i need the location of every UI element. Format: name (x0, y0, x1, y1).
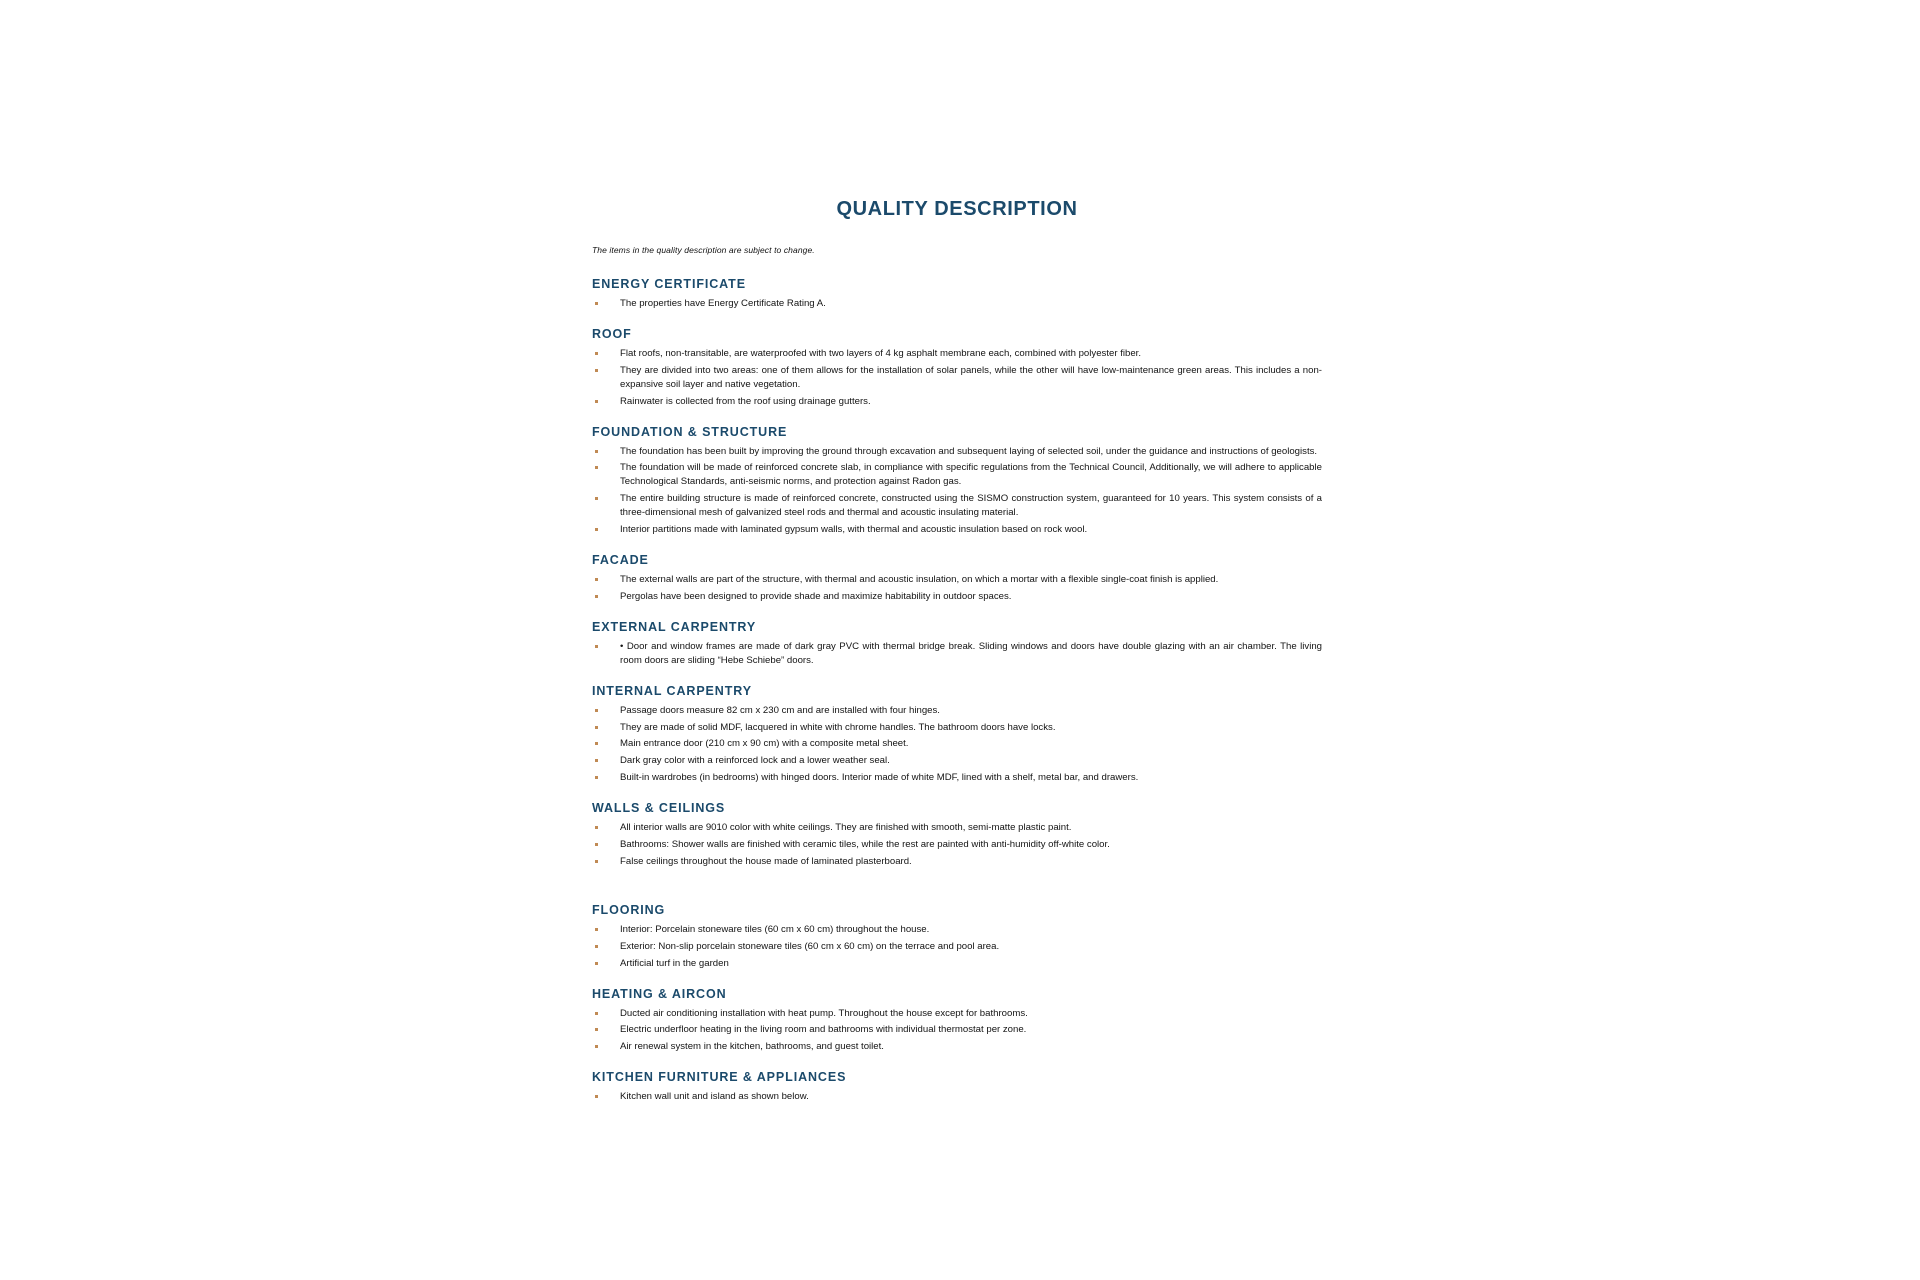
list-item-text: Artificial turf in the garden (620, 957, 729, 969)
list-item (592, 940, 1322, 954)
section-item-list (592, 1007, 1322, 1055)
bullet-icon (595, 709, 598, 712)
section-item-list (592, 821, 1322, 869)
list-item (592, 1090, 1322, 1104)
list-item (592, 923, 1322, 937)
section-heading: EXTERNAL CARPENTRY (592, 619, 757, 634)
list-item-text: Main entrance door (210 cm x 90 cm) with a composite metal sheet. (620, 738, 909, 750)
section-item-list (592, 445, 1322, 537)
bullet-icon (595, 1028, 598, 1031)
list-item (592, 704, 1322, 718)
list-item-text: Interior: Porcelain stoneware tiles (60 cm x 60 cm) throughout the house. (620, 923, 930, 935)
section-heading: FOUNDATION & STRUCTURE (592, 424, 788, 439)
bullet-icon (595, 826, 598, 829)
list-item (592, 461, 1322, 489)
list-item (592, 821, 1322, 835)
bullet-icon (595, 1012, 598, 1015)
list-item (592, 297, 1322, 311)
document-section (592, 1070, 1322, 1104)
list-item (592, 721, 1322, 735)
list-item-text: Passage doors measure 82 cm x 230 cm and are installed with four hinges. (620, 704, 940, 716)
section-heading: FACADE (592, 552, 649, 567)
section-item-list (592, 1090, 1322, 1104)
document-section (592, 425, 1322, 537)
list-item-text: Exterior: Non-slip porcelain stoneware tiles (60 cm x 60 cm) on the terrace and pool area. (620, 940, 1000, 952)
bullet-icon (595, 400, 598, 403)
bullet-icon (595, 466, 598, 469)
document-section (592, 903, 1322, 971)
list-item-text: The properties have Energy Certificate Rating A. (620, 298, 826, 309)
list-item-text: The external walls are part of the structure, with thermal and acoustic insulation, on which a mortar with a flexible single-coat finish is applied. (620, 573, 1219, 585)
bullet-icon (595, 962, 598, 965)
list-item-text: Air renewal system in the kitchen, bathrooms, and guest toilet. (620, 1041, 884, 1053)
list-item (592, 1040, 1322, 1054)
list-item-text: Ducted air conditioning installation with heat pump. Throughout the house except for bathrooms. (620, 1007, 1028, 1019)
bullet-icon (595, 1095, 598, 1098)
list-item (592, 771, 1322, 785)
list-item (592, 838, 1322, 852)
section-heading: ROOF (592, 326, 632, 341)
list-item-text: All interior walls are 9010 color with white ceilings. They are finished with smooth, semi-matte plastic paint. (620, 822, 1072, 834)
list-item (592, 855, 1322, 869)
list-item (592, 347, 1322, 361)
bullet-icon (595, 497, 598, 500)
list-item-text: Bathrooms: Shower walls are finished with ceramic tiles, while the rest are painted with anti-humidity off-white color. (620, 839, 1110, 851)
bullet-icon (595, 369, 598, 372)
document-section (592, 620, 1322, 668)
list-item-text: The foundation will be made of reinforced concrete slab, in compliance with specific regulations from the Technical Council, Additionally, we will adhere to applicable Technological Standards, anti-seismic norms, and protection against Radon gas. (620, 462, 1322, 488)
document-section (592, 684, 1322, 786)
list-item-text: Pergolas have been designed to provide shade and maximize habitability in outdoor spaces. (620, 590, 1012, 602)
list-item-text: They are made of solid MDF, lacquered in white with chrome handles. The bathroom doors have locks. (620, 721, 1056, 733)
bullet-icon (595, 759, 598, 762)
list-item (592, 445, 1322, 459)
document-subtitle: The items in the quality description are subject to change. (592, 245, 815, 255)
list-item (592, 492, 1322, 520)
list-item-text: Flat roofs, non-transitable, are waterproofed with two layers of 4 kg asphalt membrane each, combined with polyester fiber. (620, 347, 1141, 359)
list-item (592, 754, 1322, 768)
bullet-icon (595, 928, 598, 931)
list-item (592, 590, 1322, 604)
document-section (592, 277, 1322, 311)
bullet-icon (595, 302, 598, 305)
section-item-list (592, 347, 1322, 409)
list-item (592, 957, 1322, 971)
list-item (592, 523, 1322, 537)
section-heading: KITCHEN FURNITURE & APPLIANCES (592, 1070, 847, 1085)
bullet-icon (595, 595, 598, 598)
list-item-text: Dark gray color with a reinforced lock and a lower weather seal. (620, 755, 890, 767)
list-item (592, 1023, 1322, 1037)
list-item (592, 364, 1322, 392)
section-heading: ENERGY CERTIFICATE (592, 277, 746, 291)
section-heading: WALLS & CEILINGS (592, 801, 726, 816)
section-item-list (592, 640, 1322, 668)
document-body (592, 198, 1322, 1120)
list-item (592, 640, 1322, 668)
list-item-text: • Door and window frames are made of dark gray PVC with thermal bridge break. Sliding windows and doors have double glazing with an air chamber. The living room doors are sliding “Hebe Schiebe” doors. (620, 640, 1322, 666)
section-item-list (592, 573, 1322, 604)
section-item-list (592, 297, 1322, 311)
bullet-icon (595, 726, 598, 729)
list-item (592, 737, 1322, 751)
list-item (592, 573, 1322, 587)
document-section (592, 801, 1322, 869)
section-item-list (592, 923, 1322, 971)
document-section (592, 553, 1322, 604)
bullet-icon (595, 776, 598, 779)
bullet-icon (595, 352, 598, 355)
bullet-icon (595, 843, 598, 846)
bullet-icon (595, 450, 598, 453)
list-item-text: False ceilings throughout the house made of laminated plasterboard. (620, 855, 912, 867)
section-item-list (592, 704, 1322, 786)
bullet-icon (595, 578, 598, 581)
list-item (592, 395, 1322, 409)
list-item-text: Kitchen wall unit and island as shown below. (620, 1091, 809, 1103)
list-item-text: Electric underfloor heating in the living room and bathrooms with individual thermostat per zone. (620, 1024, 1027, 1036)
section-heading: HEATING & AIRCON (592, 986, 727, 1001)
bullet-icon (595, 645, 598, 648)
list-item-text: Built-in wardrobes (in bedrooms) with hinged doors. Interior made of white MDF, lined with a shelf, metal bar, and drawers. (620, 772, 1139, 784)
section-heading: FLOORING (592, 902, 666, 917)
list-item-text: Interior partitions made with laminated gypsum walls, with thermal and acoustic insulation based on rock wool. (620, 524, 1088, 536)
bullet-icon (595, 742, 598, 745)
document-section (592, 987, 1322, 1055)
bullet-icon (595, 1045, 598, 1048)
document-section (592, 327, 1322, 409)
list-item (592, 1007, 1322, 1021)
page-title: QUALITY DESCRIPTION (836, 198, 1078, 220)
bullet-icon (595, 860, 598, 863)
list-item-text: They are divided into two areas: one of them allows for the installation of solar panels, while the other will have low-maintenance green areas. This includes a non-expansive soil layer and native vegetation. (620, 364, 1322, 390)
section-heading: INTERNAL CARPENTRY (592, 683, 752, 698)
list-item-text: The foundation has been built by improving the ground through excavation and subsequent laying of selected soil, under the guidance and instructions of geologists. (620, 445, 1318, 457)
bullet-icon (595, 945, 598, 948)
sections-container (592, 277, 1322, 1104)
list-item-text: The entire building structure is made of reinforced concrete, constructed using the SISMO construction system, guaranteed for 10 years. This system consists of a three-dimensional mesh of galvanized steel rods and thermal and acoustic insulating material. (620, 493, 1322, 519)
bullet-icon (595, 528, 598, 531)
list-item-text: Rainwater is collected from the roof using drainage gutters. (620, 395, 871, 407)
